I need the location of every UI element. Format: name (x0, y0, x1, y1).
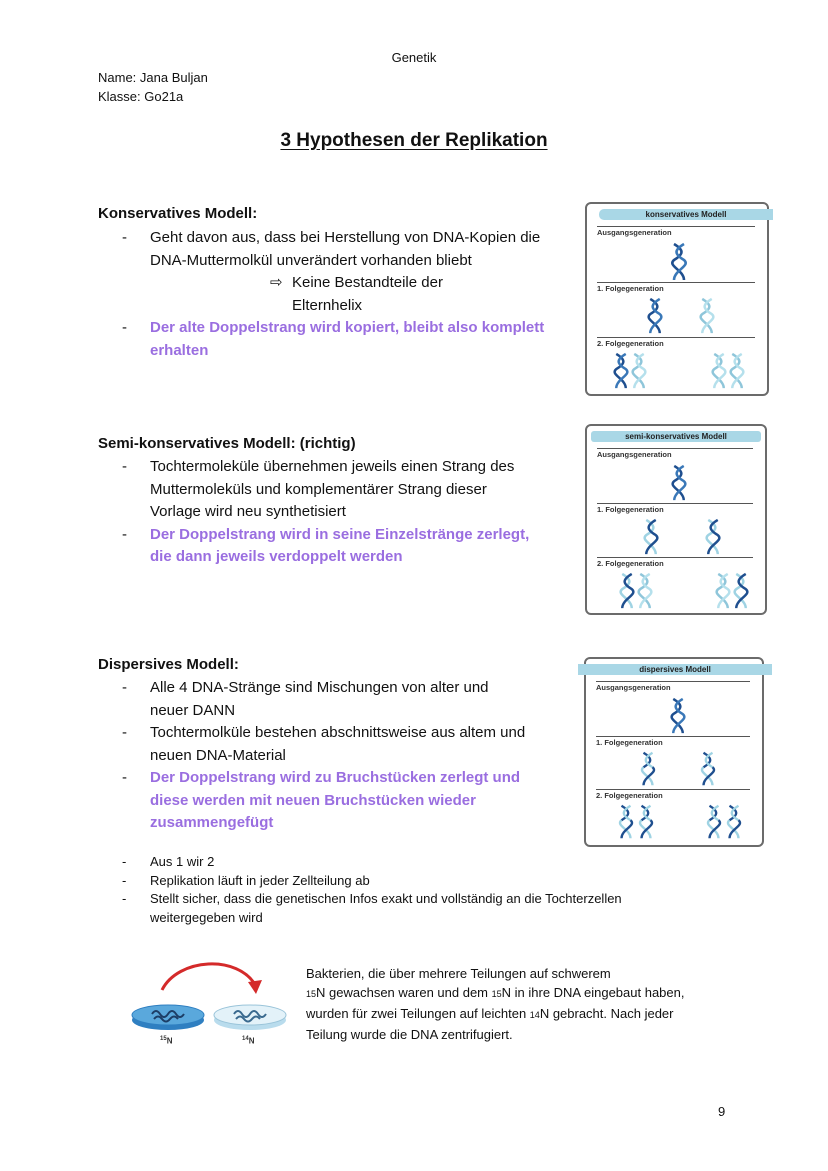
page-title (0, 130, 828, 152)
conservative-model-figure (585, 202, 769, 396)
dna-helix-icon (647, 297, 663, 335)
semi-conservative-bullet-list (120, 456, 540, 569)
dish-label-15n: $^{15}$N (160, 1036, 173, 1046)
experiment-description: Bakterien, die über mehrere Teilungen auf schwerem 15N gewachsen waren und dem 15N in ihre DNA eingebaut haben, wurden für zwei Teilungen auf leichten 14N gebracht. Nach jeder Teilung wurde die DNA zentrifugiert. (306, 966, 685, 1042)
dna-helix-icon (705, 518, 721, 556)
dna-helix-icon (638, 804, 654, 840)
list-item: - Replikation läuft in jeder Zellteilung ab (122, 872, 370, 888)
list-item: - Alle 4 DNA-Stränge sind Mischungen von alter und neuer DANN (122, 679, 489, 719)
dna-helix-icon (700, 751, 716, 787)
arrow-note: ⇨ Keine Bestandteile der Elternhelix (120, 272, 570, 317)
list-item: - Stellt sicher, dass die genetischen Infos exakt und vollständig an die Tochterzellen weitergegeben wird (122, 891, 622, 925)
dna-helix-icon (715, 572, 731, 610)
student-class: Klasse: Go21a (98, 89, 184, 104)
generation-row: Ausgangsgeneration (597, 448, 753, 449)
generation-row: 1. Folgegeneration (596, 736, 750, 737)
list-item-highlight: - Der Doppelstrang wird in seine Einzelstränge zerlegt, die dann jeweils verdoppelt werden (122, 525, 530, 565)
page-title-text: 3 Hypothesen der Replikation (280, 130, 548, 151)
student-name: Name: Jana Buljan (98, 70, 208, 85)
dna-helix-icon (619, 572, 635, 610)
dna-helix-icon (631, 352, 647, 390)
document-subject-header: Genetik (391, 50, 437, 65)
list-item: - Tochtermolküle bestehen abschnittsweise aus altem und neuen DNA-Material (122, 724, 526, 764)
figure-title: dispersives Modell (578, 664, 772, 675)
generation-row: 2. Folgegeneration (597, 557, 753, 558)
list-item: - Geht davon aus, dass bei Herstellung von DNA-Kopien die DNA-Muttermolkül unverändert vorhanden bliebt (122, 229, 541, 269)
petri-dish-transfer-icon (128, 958, 288, 1050)
dna-helix-icon (613, 352, 629, 390)
dna-helix-icon (643, 518, 659, 556)
dna-helix-icon (699, 297, 715, 335)
page-number: 9 (718, 1104, 726, 1119)
dna-helix-icon (726, 804, 742, 840)
dish-label-14n: $^{14}$N (242, 1036, 255, 1046)
generation-row: Ausgangsgeneration (597, 226, 755, 227)
dispersive-model-figure (584, 657, 764, 847)
list-item: - Aus 1 wir 2 (122, 854, 215, 869)
list-item-highlight: - Der Doppelstrang wird zu Bruchstücken zerlegt und diese werden mit neuen Bruchstücken wieder zusammengefügt (122, 769, 521, 831)
semi-conservative-model-figure (585, 424, 767, 615)
section-heading-dispersive: Dispersives Modell: (98, 656, 239, 673)
generation-row: Ausgangsgeneration (596, 681, 750, 682)
dna-helix-icon (618, 804, 634, 840)
summary-bullet-list (120, 853, 680, 927)
figure-title: konservatives Modell (599, 209, 773, 220)
dna-helix-icon (640, 751, 656, 787)
dna-helix-icon (671, 464, 687, 502)
section-heading-conservative: Konservatives Modell: (98, 205, 258, 222)
conservative-bullet-list (120, 227, 570, 362)
dna-helix-icon (706, 804, 722, 840)
list-item: - Tochtermoleküle übernehmen jeweils einen Strang des Muttermoleküls und komplementärer Strang dieser Vorlage wird neu synthetisiert (122, 458, 515, 520)
dna-helix-icon (671, 242, 687, 282)
dna-helix-icon (637, 572, 653, 610)
dna-helix-icon (733, 572, 749, 610)
generation-row: 1. Folgegeneration (597, 282, 755, 283)
dispersive-bullet-list (120, 677, 565, 835)
arrow-right-icon: ⇨ (270, 274, 283, 291)
generation-row: 1. Folgegeneration (597, 503, 753, 504)
section-heading-semi-conservative: Semi-konservatives Modell: (richtig) (98, 435, 356, 452)
petri-dish-experiment-figure (128, 958, 288, 1050)
dna-helix-icon (729, 352, 745, 390)
dna-helix-icon (711, 352, 727, 390)
list-item-highlight: - Der alte Doppelstrang wird kopiert, bleibt also komplett erhalten (122, 319, 545, 359)
generation-row: 2. Folgegeneration (597, 337, 755, 338)
figure-title: semi-konservatives Modell (591, 431, 761, 442)
dna-helix-icon (670, 697, 686, 735)
generation-row: 2. Folgegeneration (596, 789, 750, 790)
